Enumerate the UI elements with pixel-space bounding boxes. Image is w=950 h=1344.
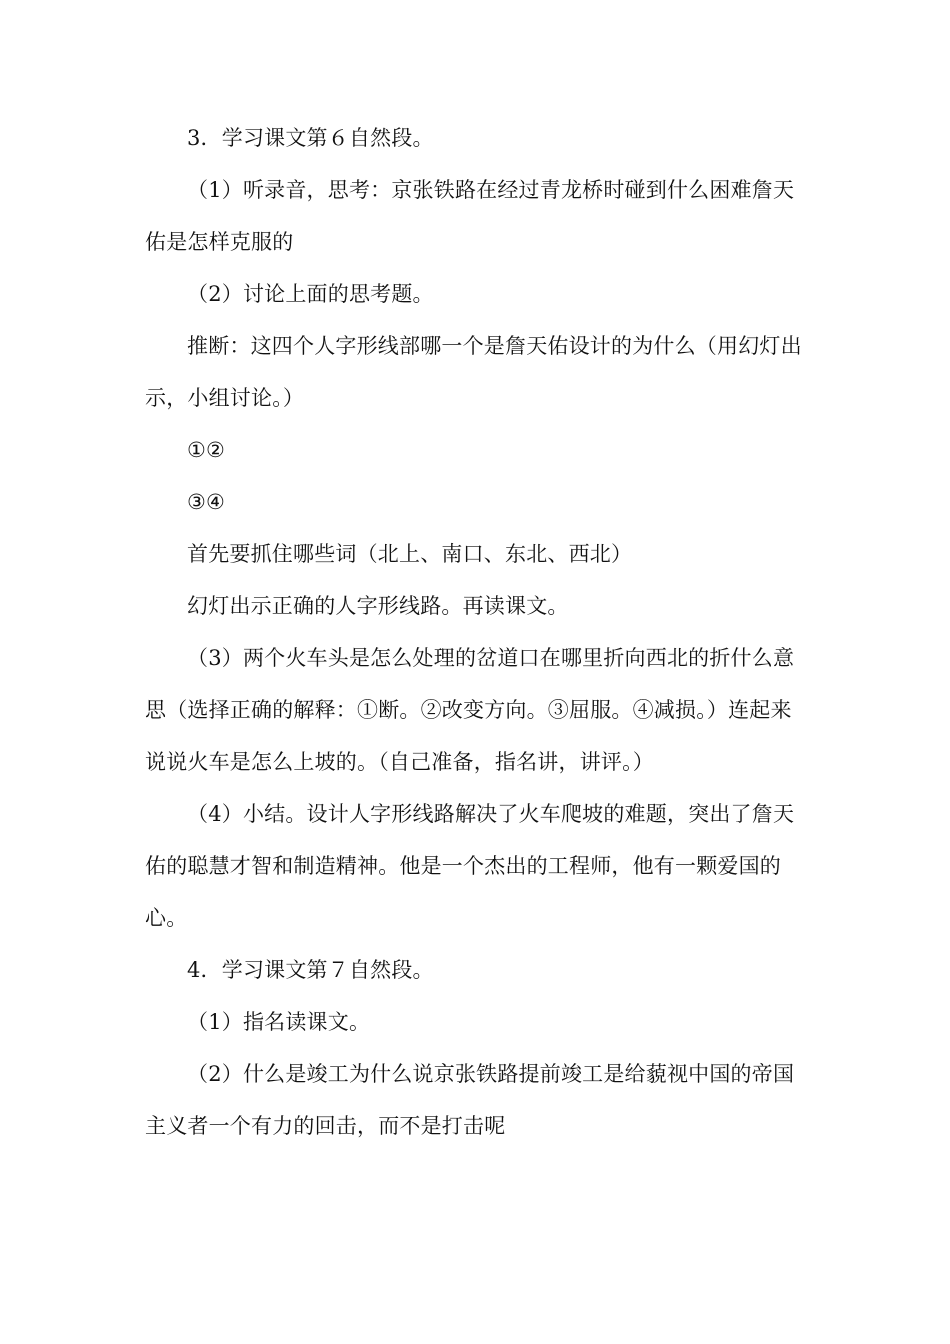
paragraph-3-3: （3）两个火车头是怎么处理的岔道口在哪里折向西北的折什么意思（选择正确的解释：①断。②改变方向。③屈服。④减损。）连起来说说火车是怎么上坡的。（自己准备，指名讲，讲评。） bbox=[145, 646, 795, 774]
paragraph-slide-route: 幻灯出示正确的人字形线路。再读课文。 bbox=[187, 594, 569, 618]
document-body bbox=[145, 112, 810, 1152]
paragraph-inference: 推断：这四个人字形线部哪一个是詹天佑设计的为什么（用幻灯出示，小组讨论。） bbox=[145, 334, 802, 410]
paragraph-3-1: （1）听录音，思考：京张铁路在经过青龙桥时碰到什么困难詹天佑是怎样克服的 bbox=[145, 178, 795, 254]
section-heading-4: 4．学习课文第７自然段。 bbox=[187, 958, 434, 982]
section-heading-3: 3．学习课文第６自然段。 bbox=[187, 126, 434, 150]
paragraph-options-3-4: ③④ bbox=[187, 490, 226, 514]
paragraph-3-2: （2）讨论上面的思考题。 bbox=[187, 282, 434, 306]
paragraph-3-4: （4）小结。设计人字形线路解决了火车爬坡的难题，突出了詹天佑的聪慧才智和制造精神。他是一个杰出的工程师，他有一颗爱国的心。 bbox=[145, 802, 795, 930]
paragraph-options-1-2: ①② bbox=[187, 438, 226, 462]
paragraph-4-1: （1）指名读课文。 bbox=[187, 1010, 371, 1034]
paragraph-4-2: （2）什么是竣工为什么说京张铁路提前竣工是给藐视中国的帝国主义者一个有力的回击，而不是打击呢 bbox=[145, 1062, 795, 1138]
paragraph-keywords: 首先要抓住哪些词（北上、南口、东北、西北） bbox=[187, 542, 633, 566]
